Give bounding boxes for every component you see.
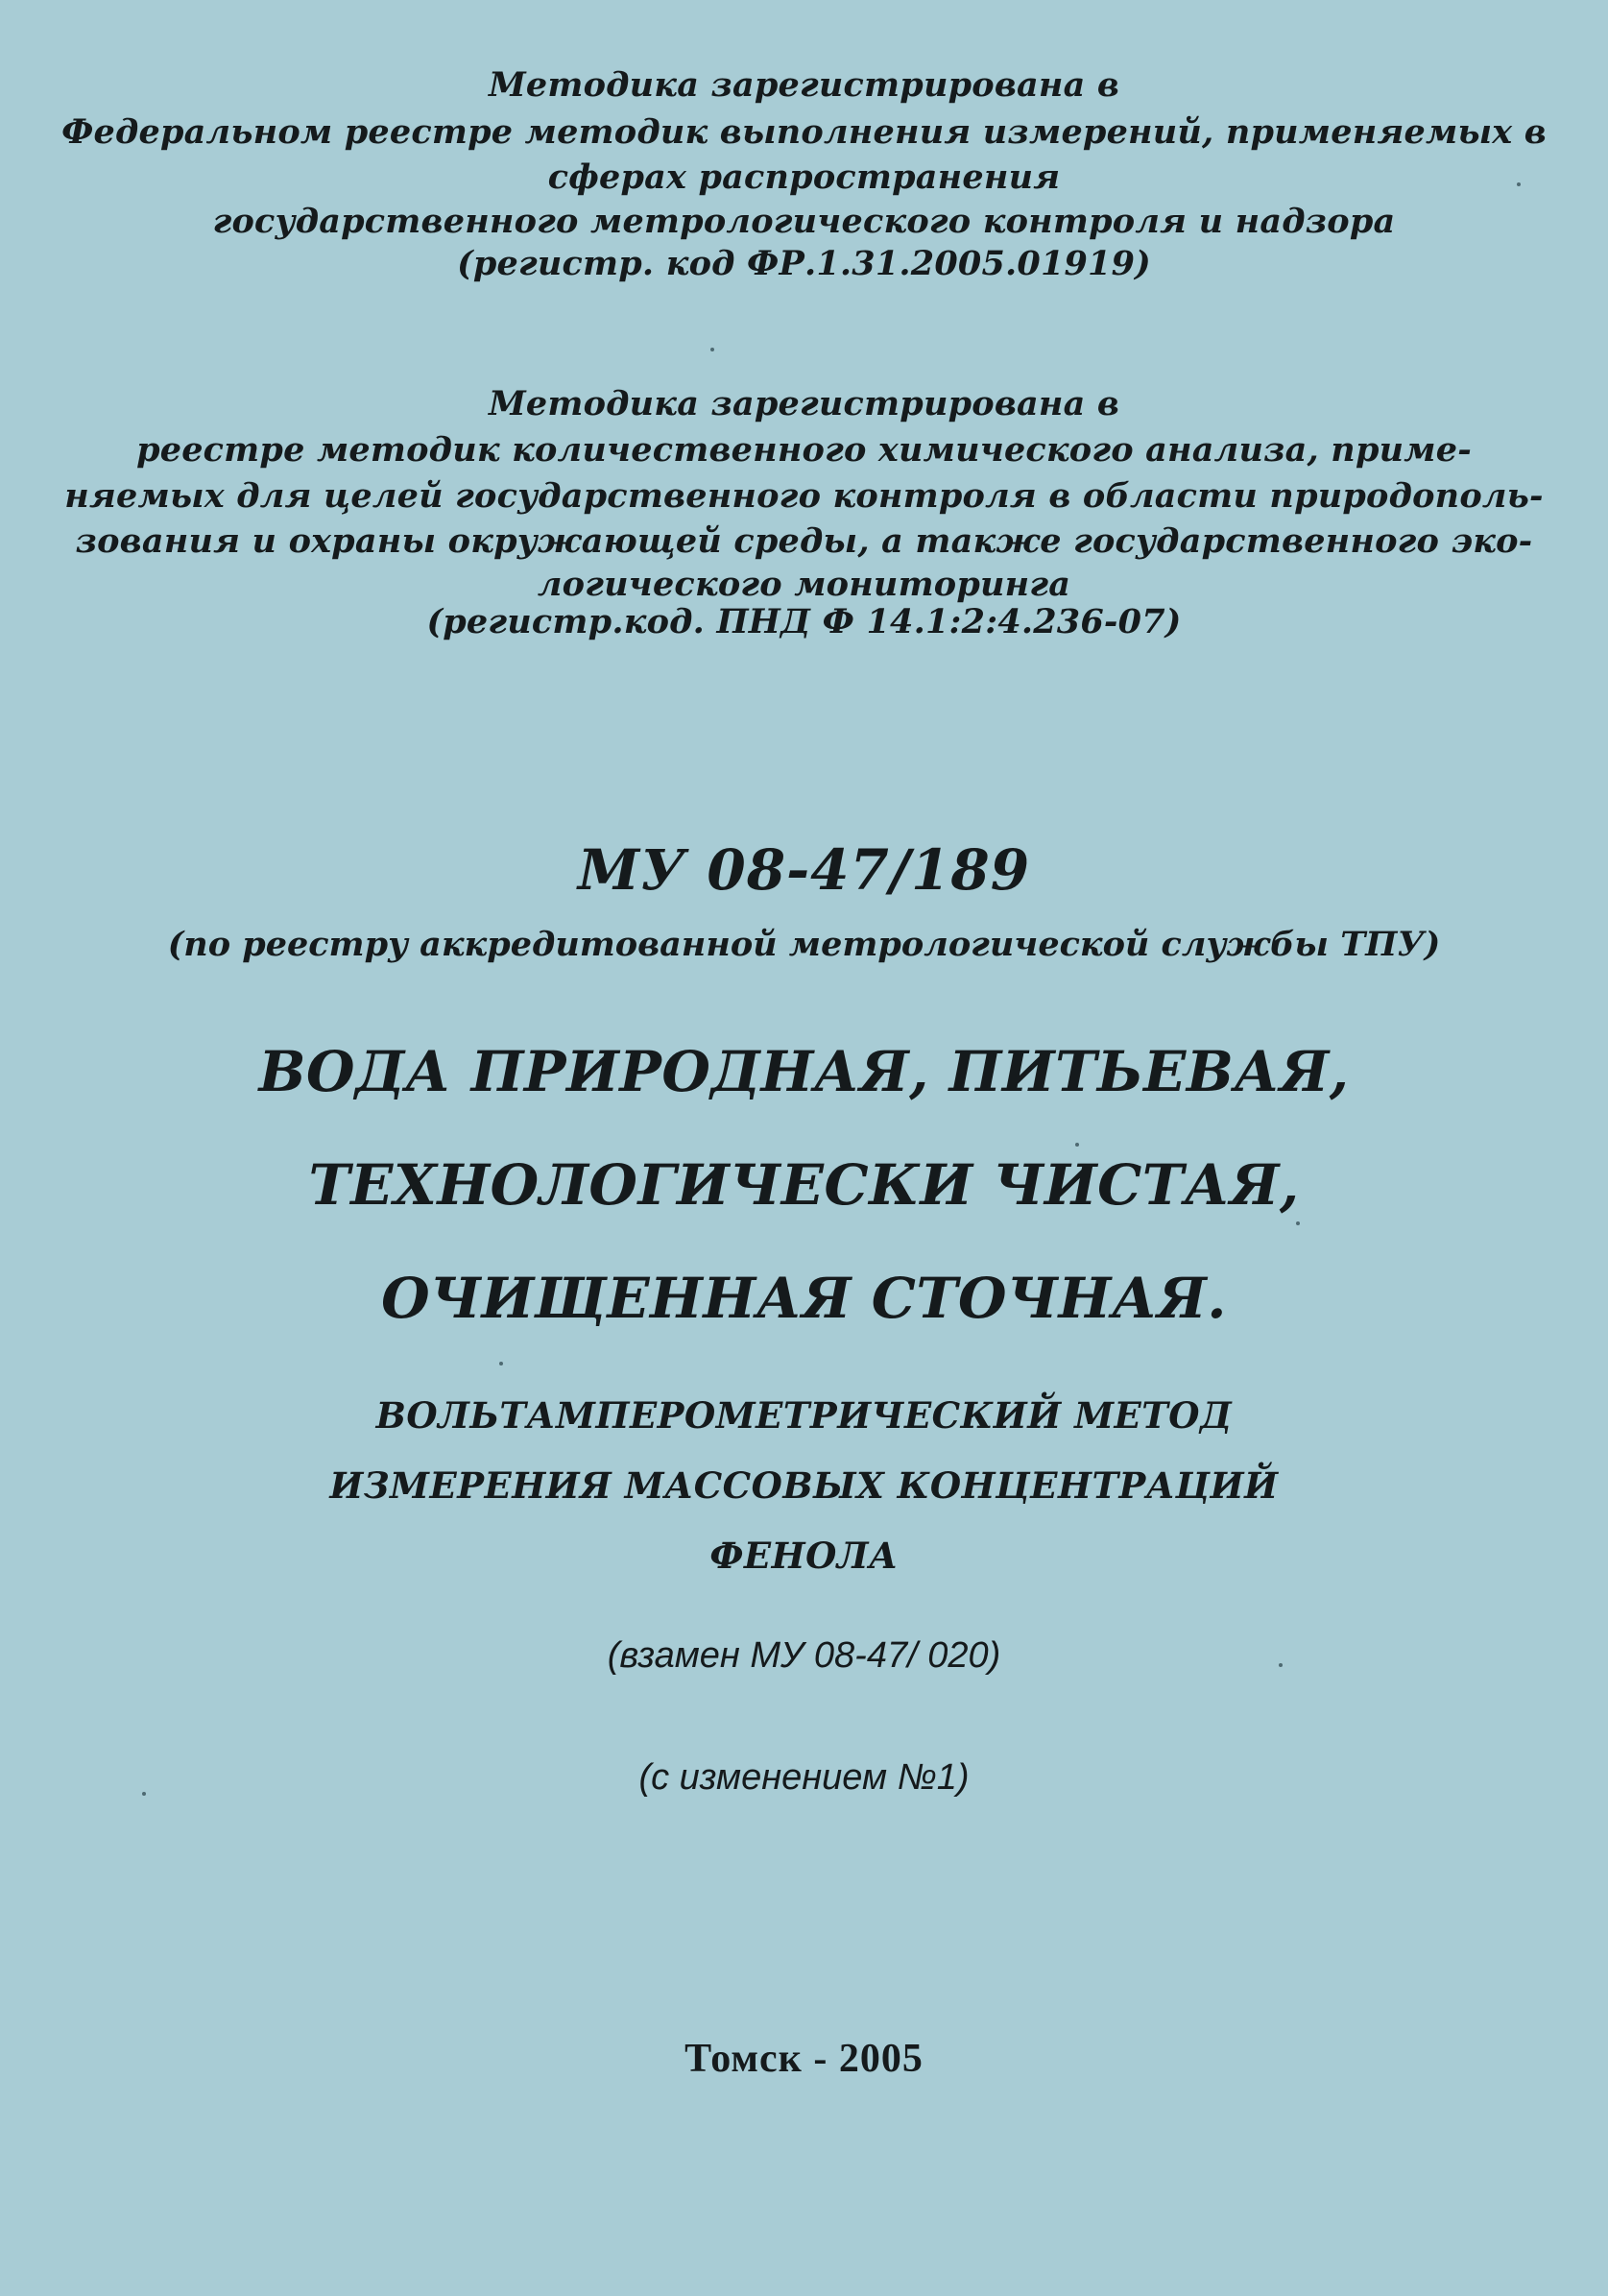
registration-federal-line-2: Федеральном реестре методик выполнения измерений, применяемых в [61,112,1547,152]
amendment-note: (с изменением №1) [638,1757,970,1798]
scan-speck [499,1362,503,1366]
scan-speck [1296,1221,1300,1225]
document-code: МУ 08-47/189 [577,837,1031,903]
place-year: Томск - 2005 [684,2037,924,2081]
registration-pnd-code: (регистр.код. ПНД Ф 14.1:2:4.236-07) [426,602,1182,641]
subtitle-line-2: ИЗМЕРЕНИЯ МАССОВЫХ КОНЦЕНТРАЦИЙ [329,1464,1279,1507]
scan-speck [1517,182,1521,186]
subtitle-line-1: ВОЛЬТАМПЕРОМЕТРИЧЕСКИЙ МЕТОД [375,1394,1233,1437]
scan-speck [710,348,714,351]
registration-pnd-line-1: Методика зарегистрирована в [488,384,1120,423]
registration-pnd-line-2: реестре методик количественного химического анализа, приме- [136,430,1472,470]
title-line-3: ОЧИЩЕННАЯ СТОЧНАЯ. [381,1266,1227,1331]
registration-pnd-line-5: логического мониторинга [537,565,1071,604]
registration-federal-line-3: сферах распространения [547,157,1061,197]
subtitle-line-3: ФЕНОЛА [709,1535,899,1577]
registration-federal-code: (регистр. код ФР.1.31.2005.01919) [457,244,1151,283]
registration-pnd-line-4: зования и охраны окружающей среды, а также государственного эко- [75,521,1533,561]
replaces-note: (взамен МУ 08-47/ 020) [607,1635,1001,1676]
title-line-1: ВОДА ПРИРОДНАЯ, ПИТЬЕВАЯ, [258,1039,1350,1104]
registration-federal-line-1: Методика зарегистрирована в [488,65,1120,105]
scan-speck [142,1792,146,1796]
registry-note: (по реестру аккредитованной метрологической службы ТПУ) [167,925,1441,964]
registration-federal-line-4: государственного метрологического контроля и надзора [212,202,1396,241]
scan-speck [1075,1143,1079,1147]
scan-speck [1279,1663,1283,1667]
registration-pnd-line-3: няемых для целей государственного контроля в области природополь- [64,476,1544,516]
title-line-2: ТЕХНОЛОГИЧЕСКИ ЧИСТАЯ, [308,1152,1300,1218]
